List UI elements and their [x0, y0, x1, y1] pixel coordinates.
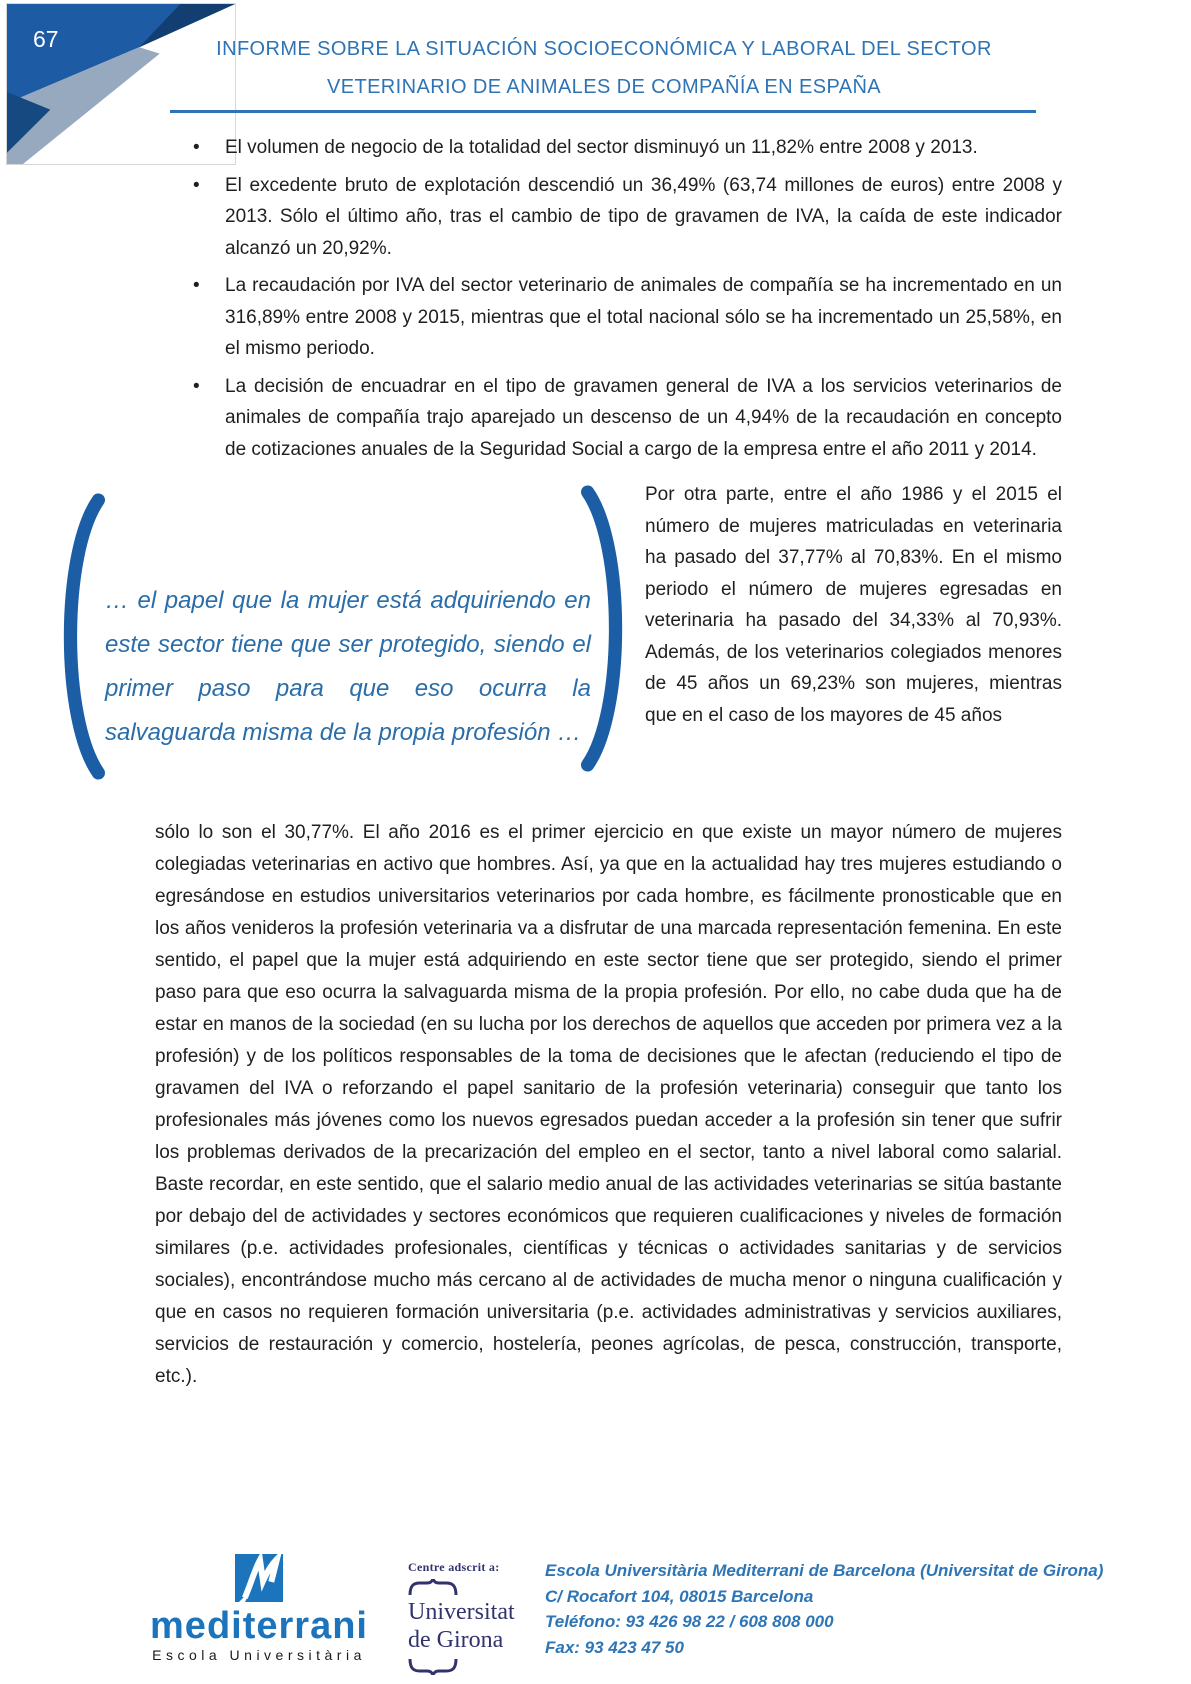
bullet-dot-icon: • [193, 137, 200, 158]
pull-quote-text: … el papel que la mujer está adquiriendo en este sector tiene que ser protegido, siendo el primer paso para que eso ocurra la salvaguarda misma de la propia profesión … [105, 587, 591, 746]
contact-fax-line: Fax: 93 423 47 50 [545, 1637, 684, 1657]
contact-school-line: Escola Universitària Mediterrani de Barcelona (Universitat de Girona) [545, 1561, 1104, 1580]
title-divider-rule [170, 110, 1036, 113]
bullet-dot-icon: • [193, 174, 200, 196]
contact-info [545, 1558, 1105, 1660]
mediterrani-wordmark: mediterrani [150, 1605, 368, 1647]
mediterrani-m-icon [235, 1554, 283, 1602]
pull-quote [45, 471, 645, 801]
bullet-item [155, 371, 1062, 466]
report-title [168, 30, 1040, 106]
right-column-paragraph: Por otra parte, entre el año 1986 y el 2015 el número de mujeres matriculadas en veterinaria ha pasado del 37,77% al 70,83%. En el mismo periodo el número de mujeres egresadas en veterinaria ha pasado del 34,33% al 70,93%. Además, de los veterinarios colegiados menores de 45 años un 69,23% son mujeres, mientras que en el caso de los mayores de 45 años [645, 484, 1062, 726]
brace-bottom-icon [408, 1657, 458, 1675]
page-body [105, 132, 1062, 1393]
bullet-text: El excedente bruto de explotación descendió un 36,49% (63,74 millones de euros) entre 2008 y 2013. Sólo el último año, tras el cambio de tipo de gravamen de IVA, la caída de este indicador alcanzó un 20,92%. [225, 174, 1062, 259]
quote-section [45, 471, 1062, 801]
quote-close-paren-icon [577, 471, 639, 786]
bullet-list [155, 132, 1062, 465]
bullet-item [155, 270, 1062, 365]
bullet-item [155, 132, 1062, 164]
contact-phone-line: Teléfono: 93 426 98 22 / 608 808 000 [545, 1612, 834, 1631]
page-footer [0, 1550, 1191, 1670]
udg-name-line1: Universitat [408, 1599, 515, 1625]
mediterrani-subtitle: Escola Universitària [152, 1647, 366, 1663]
bullet-text: El volumen de negocio de la totalidad del sector disminuyó un 11,82% entre 2008 y 2013. [225, 137, 978, 158]
udg-logo [408, 1560, 538, 1675]
contact-address-line: C/ Rocafort 104, 08015 Barcelona [545, 1586, 814, 1606]
mediterrani-logo [148, 1554, 370, 1663]
bullet-dot-icon: • [193, 275, 200, 296]
continuation-paragraph: sólo lo son el 30,77%. El año 2016 es el primer ejercicio en que existe un mayor número de mujeres colegiadas veterinarias en activo que hombres. Así, ya que en la actualidad hay tres mujeres estudiando o egresándose en estudios universitarios veterinarios por cada hombre, es fácilmente pronosticable que en los años venideros la profesión veterinaria va a disfrutar de una marcada representación femenina. En este sentido, el papel que la mujer está adquiriendo en este sector tiene que ser protegido, siendo el primer paso para que eso ocurra la salvaguarda misma de la propia profesión. Por ello, no cabe duda que ha de estar en manos de la sociedad (en su lucha por los derechos de aquellos que acceden por primera vez a la profesión) y de los políticos responsables de la toma de decisiones que le afectan (reduciendo el tipo de gravamen del IVA o reforzando el papel sanitario de la profesión veterinaria) conseguir que tanto los profesionales más jóvenes como los nuevos egresados puedan acceder a la profesión sin tener que sufrir los problemas derivados de la precarización del empleo en el sector, tanto a nivel laboral como salarial. Baste recordar, en este sentido, que el salario medio anual de las actividades veterinarias se sitúa bastante por debajo del de actividades y sectores económicos que requieren cualificaciones y niveles de formación similares (p.e. actividades profesionales, científicas y técnicas o actividades sanitarias y de servicios sociales), encontrándose mucho más cercano al de actividades de mucha menor o ninguna cualificación y que en casos no requieren formación universitaria (p.e. actividades administrativas y servicios auxiliares, servicios de restauración y comercio, hostelería, peones agrícolas, de pesca, construcción, transporte, etc.). [155, 822, 1062, 1387]
bullet-text: La recaudación por IVA del sector veterinario de animales de compañía se ha incrementado en un 316,89% entre 2008 y 2015, mientras que el total nacional sólo se ha incrementado un 25,58%, en el mismo periodo. [225, 275, 1062, 359]
report-title-line2: VETERINARIO DE ANIMALES DE COMPAÑÍA EN ESPAÑA [326, 76, 882, 98]
bullet-item [155, 170, 1062, 265]
udg-centre-adscrit-label: Centre adscrit a: [408, 1560, 500, 1574]
page-number: 67 [33, 26, 59, 52]
brace-top-icon [408, 1579, 458, 1597]
udg-name-line2: de Girona [408, 1627, 504, 1653]
quote-open-paren-icon [47, 479, 109, 794]
report-title-line1: INFORME SOBRE LA SITUACIÓN SOCIOECONÓMICA Y LABORAL DEL SECTOR [216, 38, 992, 60]
bullet-text: La decisión de encuadrar en el tipo de gravamen general de IVA a los servicios veterinarios de animales de compañía trajo aparejado un descenso de un 4,94% de la recaudación en concepto de cotizaciones anuales de la Seguridad Social a cargo de la empresa entre el año 2011 y 2014. [225, 375, 1062, 460]
bullet-dot-icon: • [193, 375, 200, 397]
